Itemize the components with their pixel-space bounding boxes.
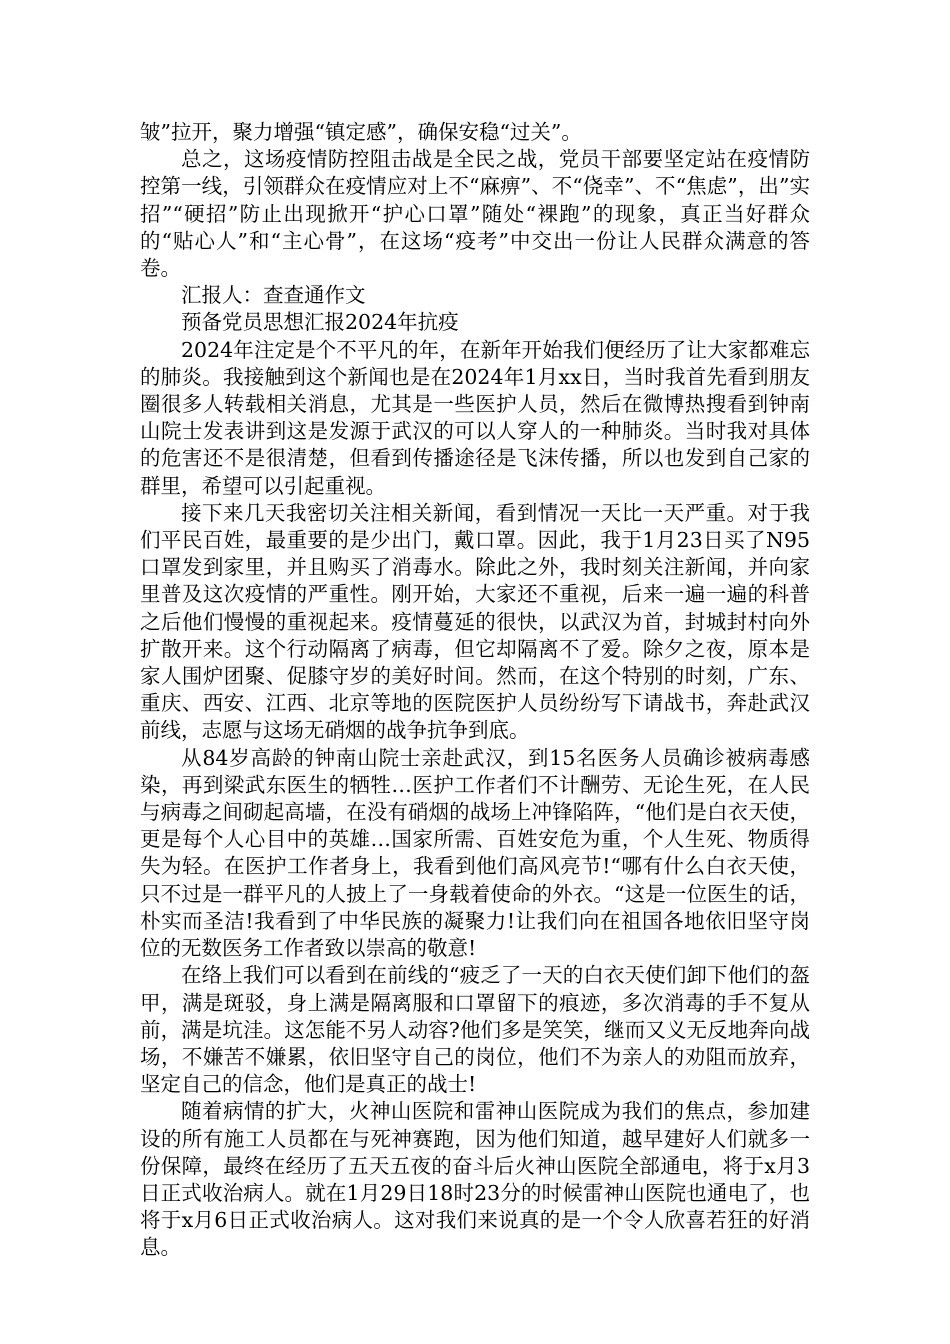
paragraph-hospitals: 随着病情的扩大，火神山医院和雷神山医院成为我们的焦点，参加建设的所有施工人员都在与死神赛跑，因为他们知道，越早建好人们就多一份保障，最终在经历了五天五夜的奋斗后火神山医院全部通电，将于x月3日正式收治病人。就在1月29日18时23分的时候雷神山医院也通电了，也将于x月6日正式收治病人。这对我们来说真的是一个令人欣喜若狂的好消息。 (140, 1099, 810, 1260)
paragraph-conclusion: 总之，这场疫情防控阻击战是全民之战，党员干部要坚定站在疫情防控第一线，引领群众在疫情应对上不“麻痹”、不“侥幸”、不“焦虑”，出”实招”“硬招”防止出现掀开“护心口罩”随处“裸跑”的现象，真正当好群众的“贴心人”和“主心骨”，在这场“疫考”中交出一份让人民群众满意的答卷。 (140, 147, 810, 281)
paragraph-continuation: 皱”拉开，聚力增强“镇定感”，确保安稳“过关”。 (140, 120, 582, 144)
paragraph-frontline: 在络上我们可以看到在前线的“疲乏了一天的白衣天使们卸下他们的盔甲，满是斑驳，身上满是隔离服和口罩留下的痕迹，多次消毒的手不复从前，满是坑洼。这怎能不另人动容?他们多是笑笑，继而又义无反地奔向战场，不嫌苦不嫌累，依旧坚守自己的岗位，他们不为亲人的劝阻而放弃，坚定自己的信念，他们是真正的战士! (140, 963, 810, 1097)
report-title: 预备党员思想汇报2024年抗疫 (181, 310, 459, 335)
paragraph-following-days: 接下来几天我密切关注相关新闻，看到情况一天比一天严重。对于我们平民百姓，最重要的是少出门，戴口罩。因此，我于1月23日买了N95口罩发到家里，并且购买了消毒水。除此之外，我时刻关注新闻，并向家里普及这次疫情的严重性。刚开始，大家还不重视，后来一遍一遍的科普之后他们慢慢的重视起来。疫情蔓延的很快，以武汉为首，封城封村向外扩散开来。这个行动隔离了病毒，但它却隔离不了爱。除夕之夜，原本是家人围炉团聚、促膝守岁的美好时间。然而，在这个特别的时刻，广东、重庆、西安、江西、北京等地的医院医护人员纷纷写下请战书，奔赴武汉前线，志愿与这场无硝烟的战争抗争到底。 (140, 500, 810, 743)
reporter-line: 汇报人：查查通作文 (181, 283, 366, 308)
paragraph-medical-workers: 从84岁高龄的钟南山院士亲赴武汉，到15名医务人员确诊被病毒感染，再到梁武东医生的牺牲…医护工作者们不计酬劳、无论生死，在人民与病毒之间砌起高墙，在没有硝烟的战场上冲锋陷阵，“他们是白衣天使，更是每个人心目中的英雄…国家所需、百姓安危为重，个人生死、物质得失为轻。在医护工作者身上，我看到他们高风亮节!“哪有什么白衣天使，只不过是一群平凡的人披上了一身载着使命的外衣。“这是一位医生的话，朴实而圣洁!我看到了中华民族的凝聚力!让我们向在祖国各地依旧坚守岗位的无数医务工作者致以崇高的敬意! (140, 745, 810, 961)
document-page (140, 119, 810, 1262)
paragraph-intro: 2024年注定是个不平凡的年，在新年开始我们便经历了让大家都难忘的肺炎。我接触到这个新闻也是在2024年1月xx日，当时我首先看到朋友圈很多人转载相关消息，尤其是一些医护人员，然后在微博热搜看到钟南山院士发表讲到这是发源于武汉的可以人穿人的一种肺炎。当时我对具体的危害还不是很清楚，但看到传播途径是飞沫传播，所以也发到自己家的群里，希望可以引起重视。 (140, 337, 810, 498)
